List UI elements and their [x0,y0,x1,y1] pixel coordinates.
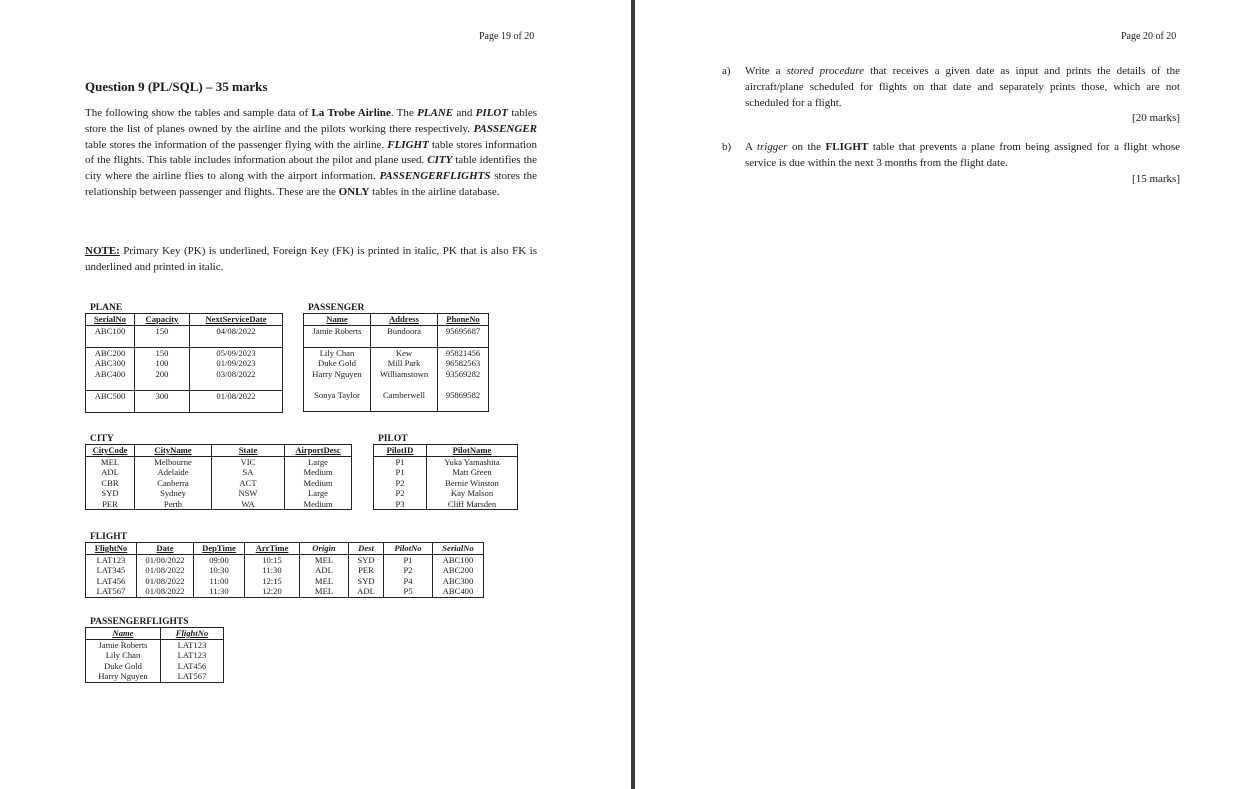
table-cell: P2 [374,488,427,499]
table-row [304,369,489,390]
note-text: Primary Key (PK) is underlined, Foreign Key (FK) is printed in italic, PK that is also FK is underlined and printed in italic. [85,245,537,273]
table-cell: Harry Nguyen [304,369,371,390]
table-cell: MEL [86,456,135,467]
table-cell: 01/08/2022 [137,565,194,576]
table-cell: MEL [300,576,349,587]
text-run: PILOT [475,107,509,119]
table-cell: Large [285,456,352,467]
table-cell: 95869582 [438,390,489,412]
table-row [86,639,224,650]
passengerflights-table-title: PASSENGERFLIGHTS [90,617,189,627]
table-row [86,661,224,672]
passengerflights-table [85,627,224,683]
column-header: Name [304,314,371,326]
table-row [86,467,352,478]
table-row [86,325,283,347]
part-a-label: a) [722,65,731,77]
intro-paragraph [85,106,537,201]
table-cell: SYD [349,554,384,565]
table-cell: 300 [135,390,190,412]
table-cell: P1 [374,467,427,478]
table-cell: ABC200 [86,347,135,358]
table-cell: ABC400 [86,369,135,391]
table-cell: 11:30 [245,565,300,576]
page-number: Page 19 of 20 [479,31,535,42]
table-cell: Lily Chan [304,347,371,358]
column-header: DepTime [194,543,245,555]
column-header: SerialNo [86,314,135,326]
table-cell: WA [212,499,285,510]
table-cell: Sonya Taylor [304,390,371,412]
question-part-a [722,64,1180,127]
table-row [86,650,224,661]
table-cell: Large [285,488,352,499]
table-row [86,390,283,412]
table-cell: 150 [135,325,190,347]
table-cell: Cliff Marsden [427,499,518,510]
table-cell: LAT456 [86,576,137,587]
table-cell: Adelaide [135,467,212,478]
table-cell: Melbourne [135,456,212,467]
plane-table-block [85,303,283,413]
text-run: on the [787,141,826,153]
table-cell: 11:30 [194,586,245,597]
text-run: ONLY [338,185,370,198]
table-cell: 100 [135,358,190,369]
column-header: SerialNo [433,543,484,555]
table-cell: SYD [349,576,384,587]
table-row [86,347,283,358]
text-run: The following show the tables and sample data of [85,107,312,119]
table-cell: MEL [300,554,349,565]
table-cell: 93569282 [438,369,489,390]
table-cell: 10:15 [245,554,300,565]
column-header: PilotNo [384,543,433,555]
table-cell: Medium [285,478,352,489]
table-row [86,488,352,499]
column-header: CityName [135,445,212,457]
text-run: trigger [756,141,788,153]
note-paragraph [85,244,537,276]
table-cell: VIC [212,456,285,467]
question-title: Question 9 (PL/SQL) – 35 marks [85,79,268,94]
table-cell: Medium [285,499,352,510]
column-header: FlightNo [86,543,137,555]
table-row [304,325,489,347]
part-a-text [745,64,1180,111]
pilot-table-block [373,434,518,510]
table-row [86,358,283,369]
plane-table-title: PLANE [90,303,123,313]
table-cell: Matt Green [427,467,518,478]
table-cell: Canberra [135,478,212,489]
table-cell: LAT123 [161,639,224,650]
text-run: and [453,107,476,119]
text-run: PASSENGERFLIGHTS [379,170,491,183]
table-cell: 150 [135,347,190,358]
table-cell: ADL [349,586,384,597]
table-cell: 96582563 [438,358,489,369]
table-cell: Jamie Roberts [86,639,161,650]
table-cell: ADL [300,565,349,576]
text-run: that receives a given date as input and prints the details of the aircraft/plane scheduled for flights on that date and separately prints those, which are not scheduled for a flight. [745,65,1180,109]
table-row [86,478,352,489]
table-cell: Camberwell [371,390,438,412]
text-run: FLIGHT [825,141,869,153]
table-cell: 200 [135,369,190,391]
column-header: Capacity [135,314,190,326]
column-header: Date [137,543,194,555]
table-cell: LAT567 [161,671,224,682]
table-cell: 95695687 [438,325,489,347]
table-row [86,456,352,467]
part-b-text [745,140,1180,172]
text-run: table stores information of the flights. This table includes information about the pilot and plane used. [85,138,537,167]
table-cell: 01/08/2022 [137,554,194,565]
passenger-table-block [303,303,489,412]
table-cell: Medium [285,467,352,478]
table-cell: Lily Chan [86,650,161,661]
table-cell: Yuka Yamashita [427,456,518,467]
table-cell: ABC300 [433,576,484,587]
table-row [86,586,484,597]
part-b-label: b) [722,141,732,153]
column-header: FlightNo [161,628,224,640]
page-20 [635,0,1241,789]
text-run: table that prevents a plane from being assigned for a flight whose service is due within the next 3 months from the flight date. [745,141,1180,169]
table-cell: P2 [384,565,433,576]
part-b-marks: [15 marks] [1132,172,1180,185]
text-run: Write a [745,65,787,77]
table-row [374,456,518,467]
text-run: stored procedure [786,65,865,77]
text-run: stores the relationship between passenger and flights. These are the [85,170,537,198]
city-table-block [85,434,352,510]
table-cell: P1 [374,456,427,467]
table-cell: 04/08/2022 [190,325,283,347]
table-row [86,369,283,391]
table-cell: 05/09/2023 [190,347,283,358]
column-header: NextServiceDate [190,314,283,326]
table-cell: 10:30 [194,565,245,576]
table-cell: P4 [384,576,433,587]
table-cell: 12:20 [245,586,300,597]
table-cell: Duke Gold [86,661,161,672]
text-run: . The [390,107,418,119]
table-cell: 11:00 [194,576,245,587]
table-cell: P1 [384,554,433,565]
text-run: PLANE [417,107,454,119]
table-cell: 03/08/2022 [190,369,283,391]
flight-table [85,542,484,598]
table-row [374,467,518,478]
pilot-table [373,444,518,510]
table-cell: P3 [374,499,427,510]
table-cell: Jamie Roberts [304,325,371,347]
plane-table [85,313,283,413]
table-cell: LAT567 [86,586,137,597]
table-cell: Bundoora [371,325,438,347]
table-cell: ABC200 [433,565,484,576]
table-cell: Harry Nguyen [86,671,161,682]
column-header: PhoneNo [438,314,489,326]
column-header: Origin [300,543,349,555]
passenger-table [303,313,489,412]
column-header: PilotName [427,445,518,457]
table-row [86,671,224,682]
column-header: CityCode [86,445,135,457]
table-cell: Perth [135,499,212,510]
table-cell: Duke Gold [304,358,371,369]
column-header: AirportDesc [285,445,352,457]
page-number: Page 20 of 20 [1121,31,1177,42]
flight-table-title: FLIGHT [90,532,127,542]
part-a-marks: [20 marks] [1132,112,1180,125]
city-table [85,444,352,510]
table-cell: ADL [86,467,135,478]
flight-table-block [85,532,484,598]
table-cell: Williamstown [371,369,438,390]
passenger-table-title: PASSENGER [308,303,365,313]
table-row [374,478,518,489]
table-cell: 09:00 [194,554,245,565]
table-cell: Sydney [135,488,212,499]
table-cell: 01/08/2022 [190,390,283,412]
table-cell: 12:15 [245,576,300,587]
table-cell: ABC100 [433,554,484,565]
question-part-b [722,140,1180,187]
table-cell: ABC400 [433,586,484,597]
pilot-table-title: PILOT [378,434,408,444]
text-run: A [745,141,757,153]
text-run: table identifies the city where the airline flies to along with the airport information. [85,154,538,183]
table-cell: P2 [374,478,427,489]
text-run: PASSENGER [473,122,537,135]
table-cell: 01/08/2022 [137,586,194,597]
table-cell: Kew [371,347,438,358]
city-table-title: CITY [90,434,114,444]
table-row [86,499,352,510]
column-header: PilotID [374,445,427,457]
table-cell: Kay Malson [427,488,518,499]
table-row [304,347,489,358]
column-header: ArrTime [245,543,300,555]
table-cell: Bernie Winston [427,478,518,489]
table-cell: 01/09/2023 [190,358,283,369]
table-row [374,499,518,510]
note-label: NOTE: [85,245,120,257]
column-header: Address [371,314,438,326]
table-cell: LAT123 [161,650,224,661]
table-row [86,565,484,576]
table-cell: 95821456 [438,347,489,358]
table-row [374,488,518,499]
table-cell: LAT456 [161,661,224,672]
table-cell: Mill Park [371,358,438,369]
column-header: Dest [349,543,384,555]
table-cell: LAT345 [86,565,137,576]
table-cell: CBR [86,478,135,489]
text-run: CITY [427,154,453,167]
table-cell: LAT123 [86,554,137,565]
table-cell: ABC500 [86,390,135,412]
column-header: Name [86,628,161,640]
text-run: FLIGHT [387,138,429,151]
table-cell: ACT [212,478,285,489]
table-cell: PER [86,499,135,510]
table-cell: PER [349,565,384,576]
text-run: La Trobe Airline [311,107,391,119]
table-cell: 01/08/2022 [137,576,194,587]
table-cell: ABC100 [86,325,135,347]
text-run: table stores the information of the passenger flying with the airline. [85,138,388,151]
text-run: tables in the airline database. [369,185,500,198]
passengerflights-table-block [85,617,224,683]
table-cell: P5 [384,586,433,597]
text-run: tables store the list of planes owned by the airline and the pilots working there respectively. [85,107,537,135]
column-header: State [212,445,285,457]
table-cell: MEL [300,586,349,597]
table-row [304,390,489,412]
table-row [86,554,484,565]
table-cell: SA [212,467,285,478]
table-row [304,358,489,369]
table-cell: SYD [86,488,135,499]
table-cell: NSW [212,488,285,499]
table-cell: ABC300 [86,358,135,369]
table-row [86,576,484,587]
